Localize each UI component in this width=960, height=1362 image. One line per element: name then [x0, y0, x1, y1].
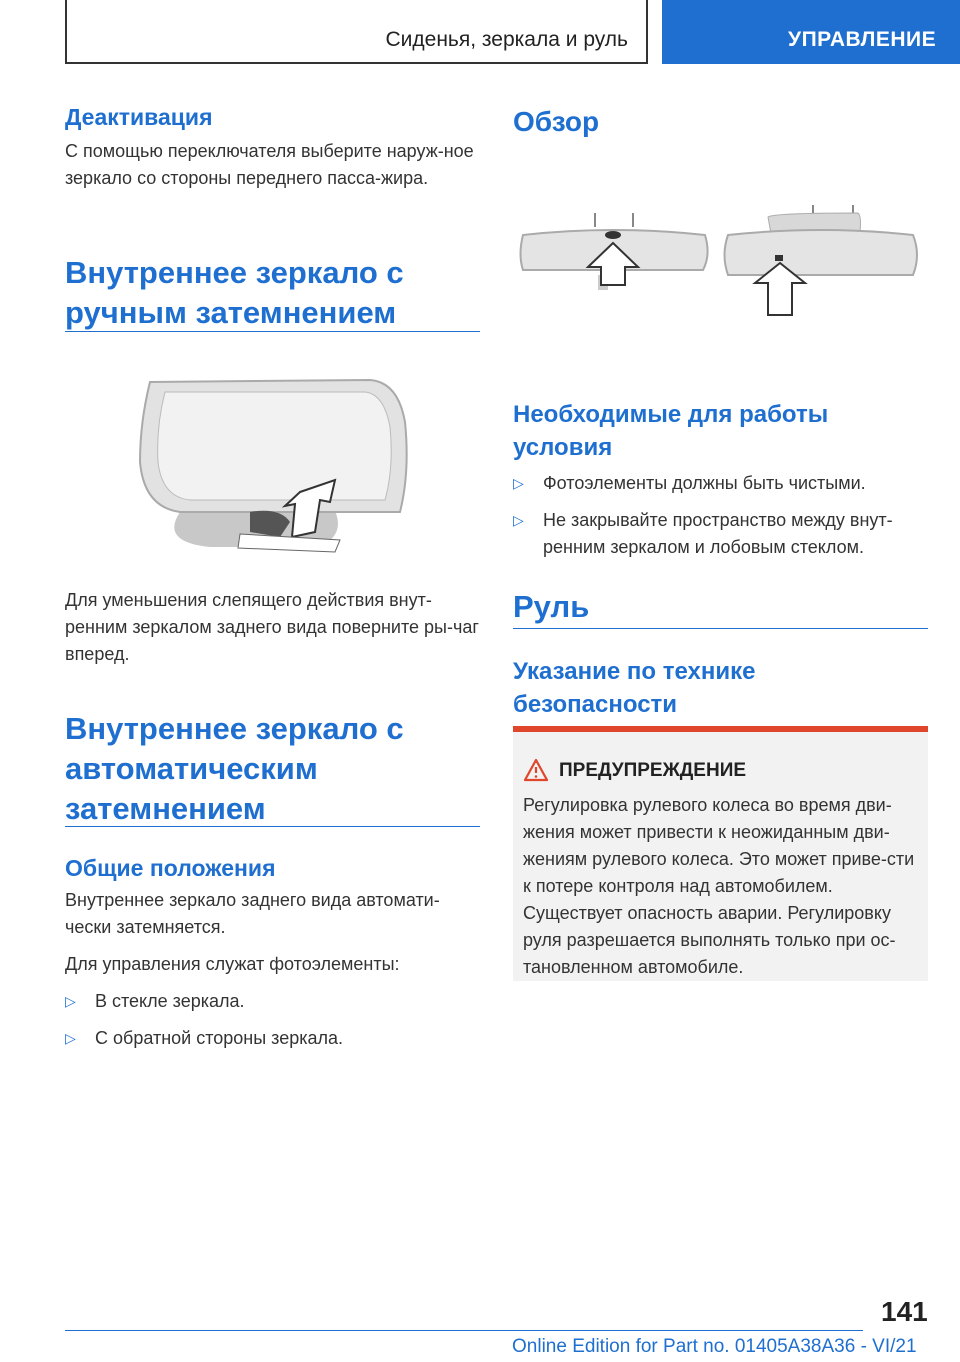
header-section-box — [65, 0, 648, 64]
manual-mirror-heading — [65, 253, 480, 333]
deactivation-text: С помощью переключателя выберите наруж-ное зеркало со стороны переднего пасса-жира. — [65, 141, 474, 188]
conditions-heading — [513, 398, 928, 464]
list-item-text: Фотоэлементы должны быть чистыми. — [543, 473, 866, 493]
mirror-back — [725, 230, 918, 275]
conditions-list — [513, 470, 928, 561]
general-text: Внутреннее зеркало заднего вида автомати-чески затемняется. — [65, 890, 440, 937]
section-rule — [513, 628, 928, 629]
deactivation-title: Деактивация — [65, 104, 213, 130]
manual-mirror-text: Для уменьшения слепящего действия внут-ренним зеркалом заднего вида поверните ры-чаг вперед. — [65, 590, 479, 664]
manual-mirror-text-block — [65, 587, 480, 668]
footer-rule — [65, 1330, 863, 1331]
safety-title-line1: Указание по технике — [513, 658, 756, 685]
edition-note: Online Edition for Part no. 01405A38A36 - VI/21 — [512, 1336, 917, 1357]
list-item — [513, 470, 928, 497]
section-rule — [65, 331, 480, 332]
list-item — [65, 1025, 480, 1052]
overview-heading — [513, 102, 928, 142]
warning-text: Регулировка рулевого колеса во время дви-жения может привести к неожиданным дви-жениям рулевого колеса. Это может приве-сти к потере контроля над автомобилем. Существует опасность аварии. Регулировку руля разрешается выполнять только при ос-тановленном автомобиле. — [523, 795, 915, 977]
overview-mirror-illustration — [513, 205, 928, 325]
header-section-title: Сиденья, зеркала и руль — [385, 28, 628, 51]
section-rule — [65, 826, 480, 827]
conditions-title-line2: условия — [513, 434, 613, 461]
list-item-text: С обратной стороны зеркала. — [95, 1028, 344, 1048]
sensor-dot — [775, 255, 783, 261]
list-item — [65, 988, 480, 1015]
manual-mirror-title-line1: Внутреннее зеркало с — [65, 255, 404, 290]
triangle-bullet-icon: ▷ — [513, 475, 524, 491]
auto-mirror-title-line2: автоматическим — [65, 751, 318, 786]
triangle-bullet-icon: ▷ — [65, 1030, 76, 1046]
triangle-bullet-icon: ▷ — [65, 993, 76, 1009]
safety-title-line2: безопасности — [513, 691, 678, 718]
header-chapter-label: УПРАВЛЕНИЕ — [788, 28, 937, 51]
warning-label: ПРЕДУПРЕЖДЕНИЕ — [559, 760, 747, 781]
sensor-dot — [605, 231, 621, 239]
manual-mirror-illustration — [120, 362, 420, 562]
auto-mirror-title-line1: Внутреннее зеркало с — [65, 711, 404, 746]
general-section — [65, 853, 480, 1052]
page-number: 141 — [881, 1296, 928, 1327]
deactivation-section — [65, 102, 480, 192]
warning-triangle-icon — [523, 758, 549, 782]
auto-mirror-title-line3: затемнением — [65, 791, 266, 826]
overview-title: Обзор — [513, 106, 600, 137]
header-chapter-tab[interactable] — [662, 0, 960, 64]
conditions-title-line1: Необходимые для работы — [513, 401, 829, 428]
triangle-bullet-icon: ▷ — [513, 512, 524, 528]
sensors-text: Для управления служат фотоэлементы: — [65, 954, 400, 974]
list-item — [513, 507, 928, 561]
list-item-text: В стекле зеркала. — [95, 991, 245, 1011]
safety-heading — [513, 655, 928, 721]
wheel-title: Руль — [513, 589, 590, 624]
auto-mirror-heading — [65, 709, 480, 829]
manual-mirror-title-line2: ручным затемнением — [65, 295, 397, 330]
warning-box — [513, 726, 928, 981]
mirror-glass — [158, 392, 392, 500]
list-item-text: Не закрывайте пространство между внут-ренним зеркалом и лобовым стеклом. — [543, 510, 893, 557]
general-title: Общие положения — [65, 855, 276, 881]
wheel-heading — [513, 587, 928, 627]
